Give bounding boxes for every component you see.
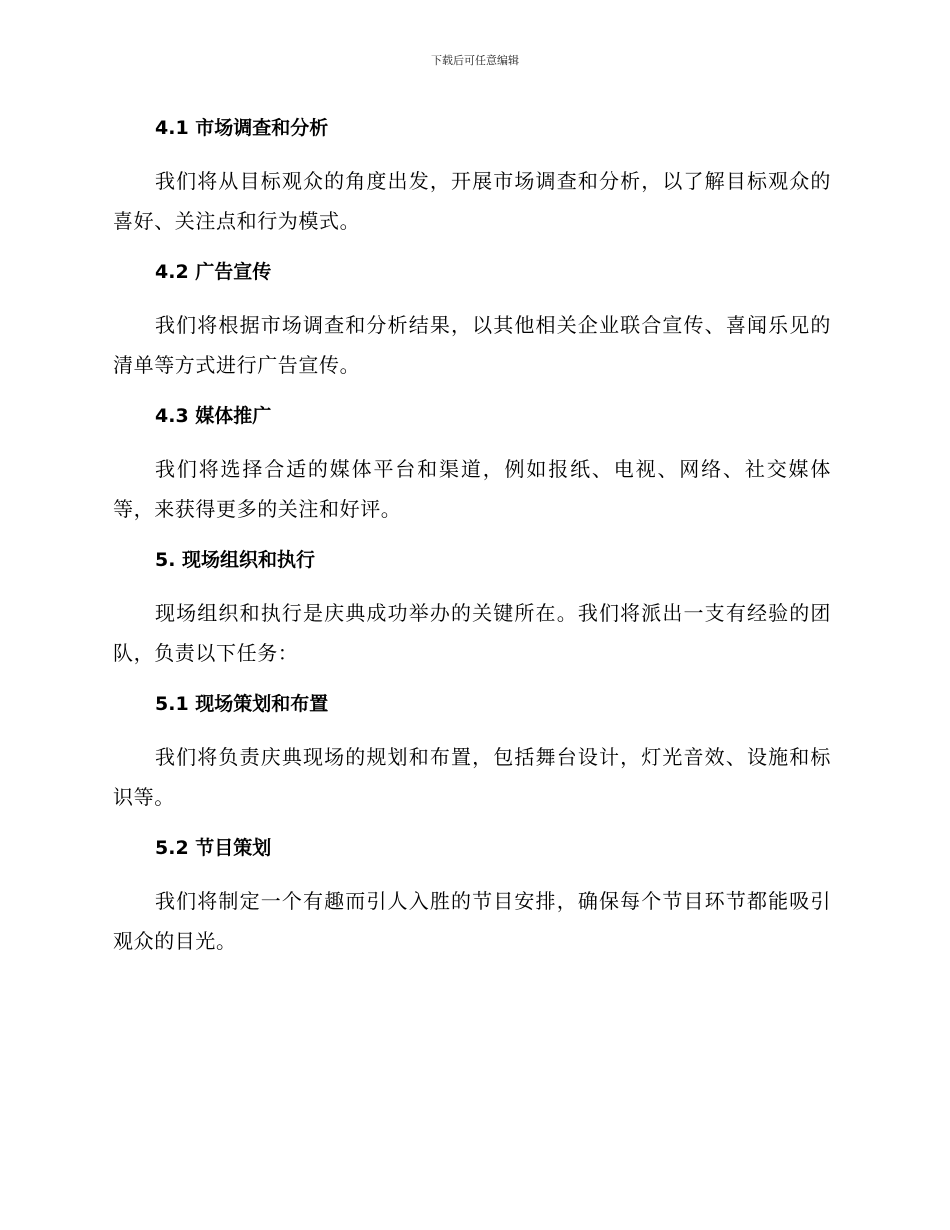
section-paragraph-5: 现场组织和执行是庆典成功举办的关键所在。我们将派出一支有经验的团队，负责以下任务：: [113, 601, 831, 665]
section-paragraph-5-1: 我们将负责庆典现场的规划和布置，包括舞台设计，灯光音效、设施和标识等。: [113, 745, 831, 809]
section-heading-4-1: 4.1 市场调查和分析: [155, 117, 329, 139]
page-header: 下载后可任意编辑: [431, 54, 519, 67]
section-heading-5-2: 5.2 节目策划: [155, 837, 272, 859]
section-heading-5-1: 5.1 现场策划和布置: [155, 693, 329, 715]
section-paragraph-4-1: 我们将从目标观众的角度出发，开展市场调查和分析，以了解目标观众的喜好、关注点和行为模式。: [113, 169, 831, 233]
section-heading-4-3: 4.3 媒体推广: [155, 405, 272, 427]
document-body: [113, 108, 831, 972]
section-paragraph-4-2: 我们将根据市场调查和分析结果，以其他相关企业联合宣传、喜闻乐见的清单等方式进行广告宣传。: [113, 313, 831, 377]
section-paragraph-5-2: 我们将制定一个有趣而引人入胜的节目安排，确保每个节目环节都能吸引观众的目光。: [113, 889, 831, 953]
section-heading-4-2: 4.2 广告宣传: [155, 261, 272, 283]
section-paragraph-4-3: 我们将选择合适的媒体平台和渠道，例如报纸、电视、网络、社交媒体等，来获得更多的关注和好评。: [113, 457, 831, 521]
section-heading-5: 5. 现场组织和执行: [155, 549, 316, 571]
